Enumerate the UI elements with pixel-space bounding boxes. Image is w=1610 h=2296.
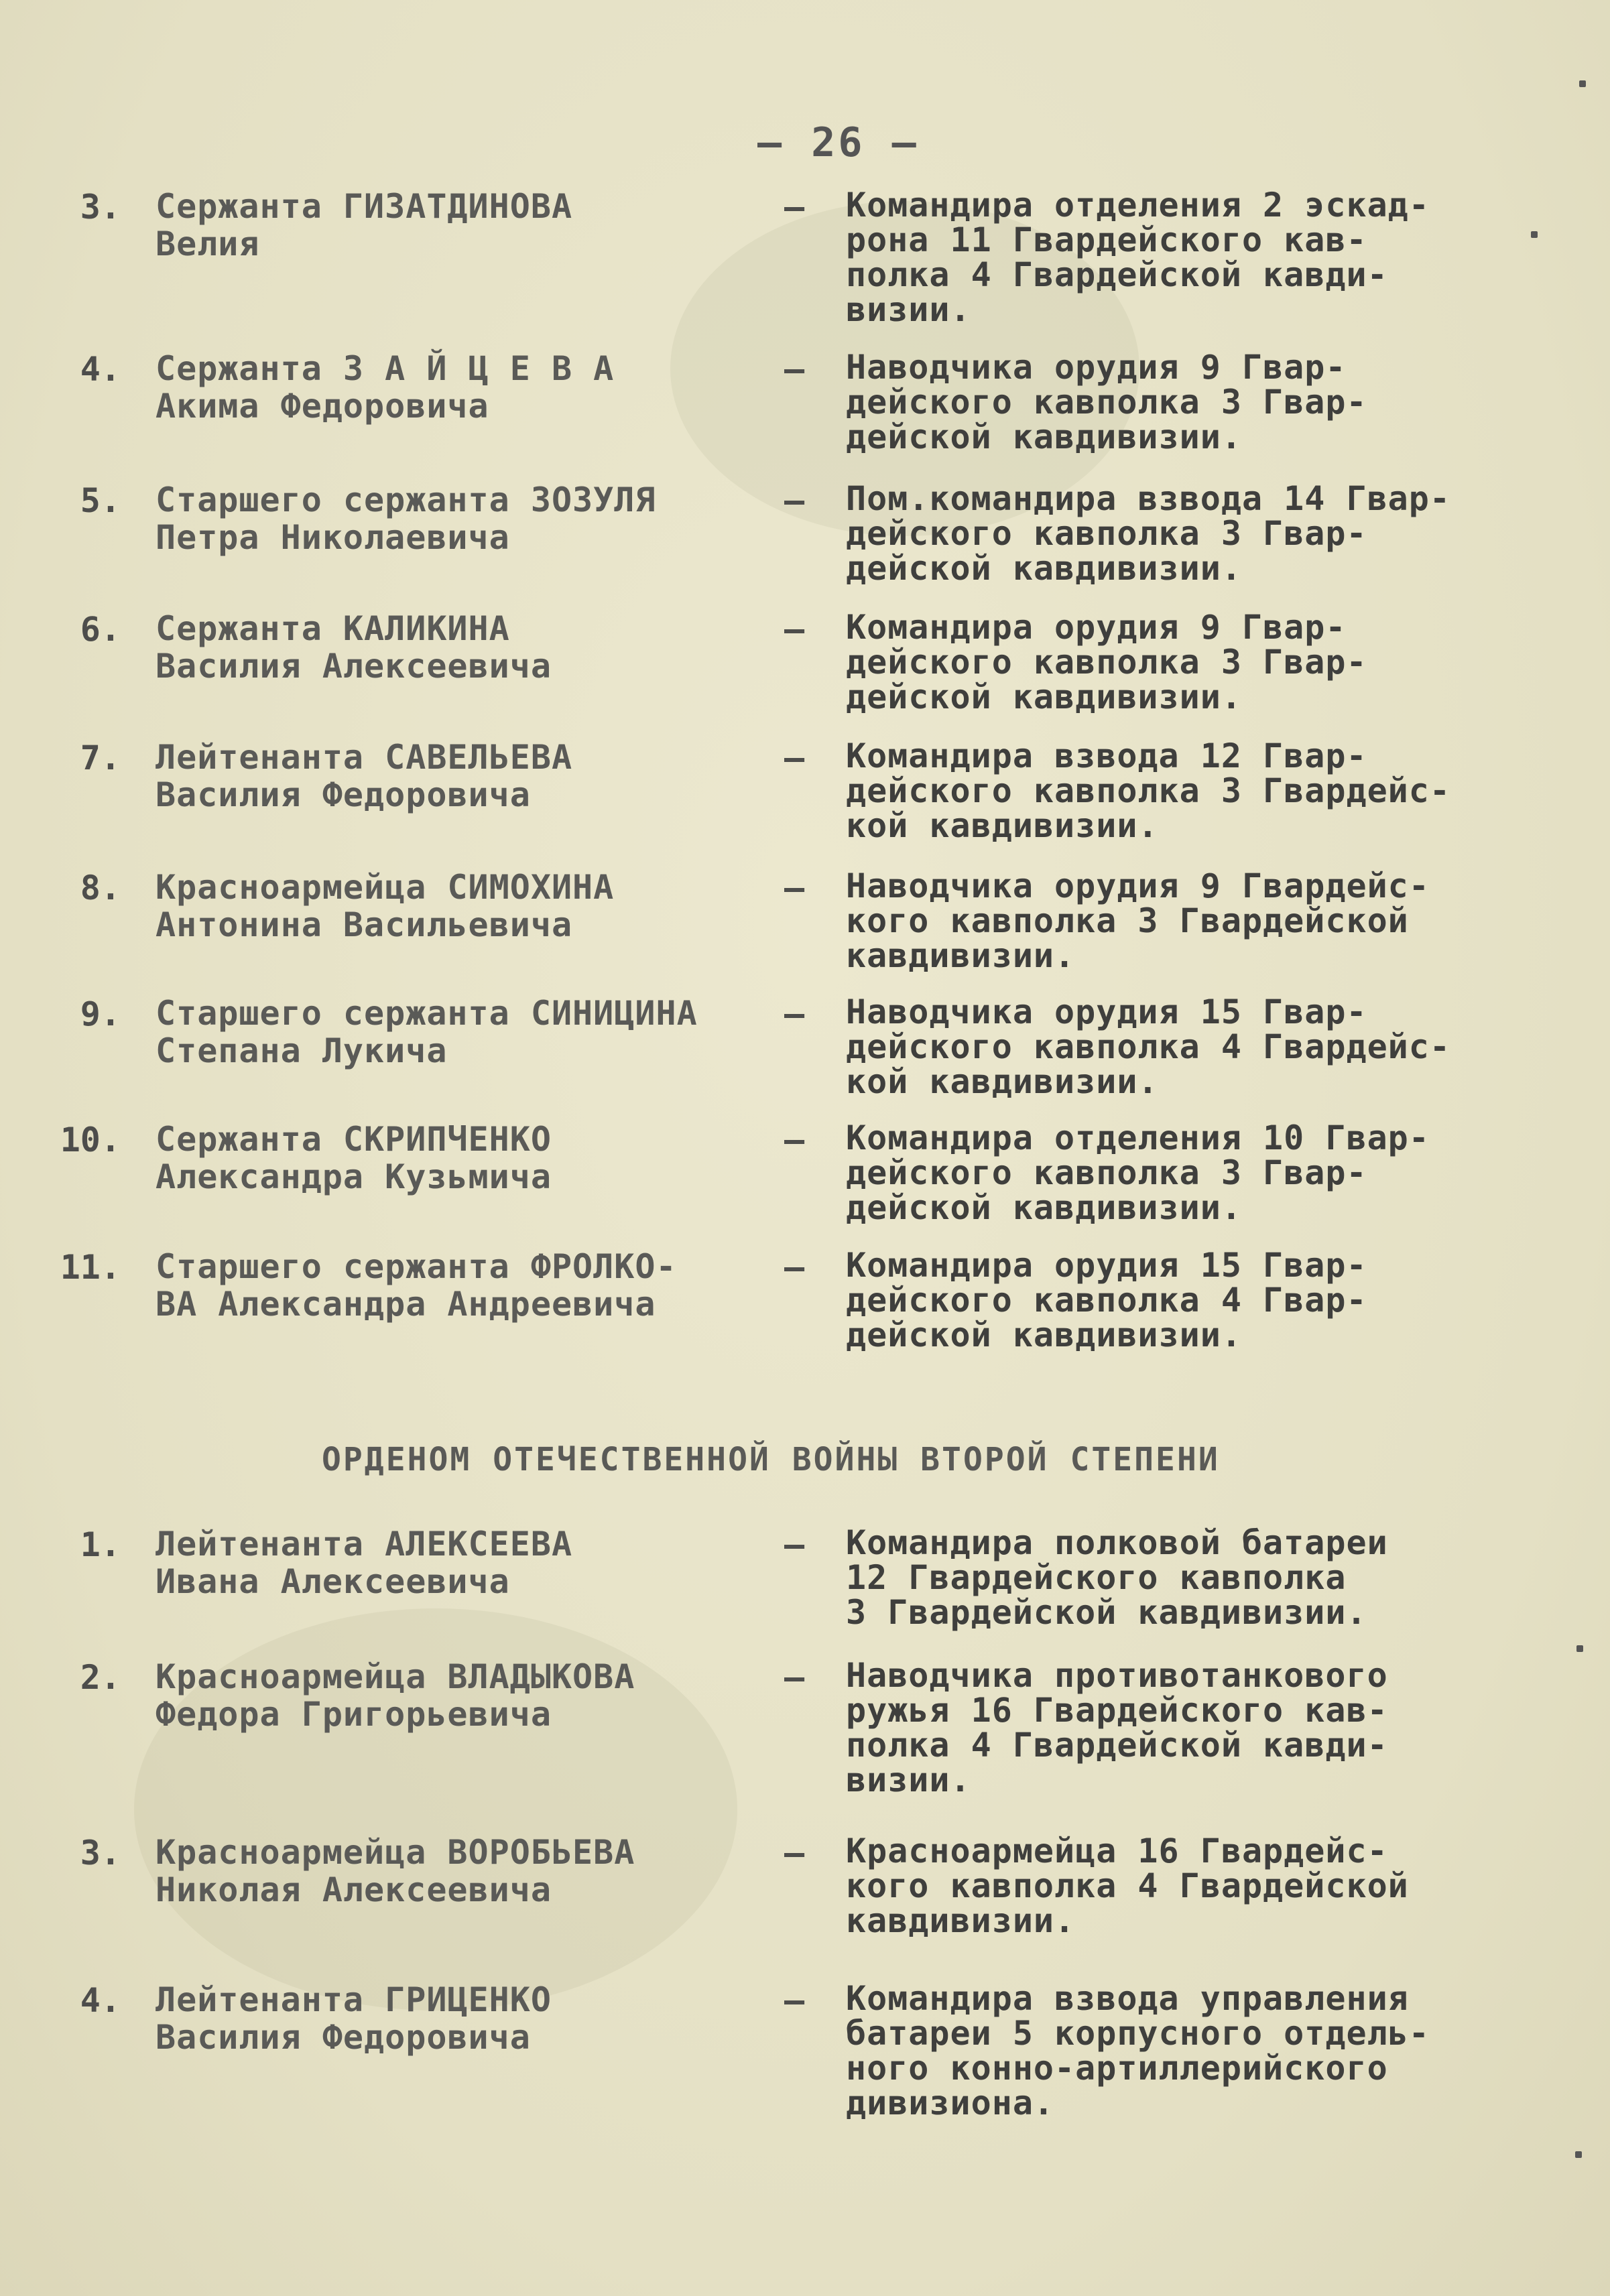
entry-person: Старшего сержанта СИНИЦИНА Степана Лукича <box>156 994 698 1070</box>
entry-position: Наводчика орудия 9 Гвардейс- кого кавполка 3 Гвардейской кавдивизии. <box>846 867 1430 975</box>
entry-number: 5. <box>80 481 121 520</box>
entry-dash: – <box>784 610 805 649</box>
entry-person: Старшего сержанта ЗОЗУЛЯ Петра Николаевича <box>156 481 656 557</box>
entry-number: 4. <box>80 1981 121 2020</box>
entry-dash: – <box>784 1834 805 1872</box>
entry-position: Командира отделения 2 эскад- рона 11 Гвардейского кав- полка 4 Гвардейской кавди- визии. <box>846 186 1430 329</box>
entry-person: Лейтенанта ГРИЦЕНКО Василия Федоровича <box>156 1980 552 2057</box>
entry-person: Сержанта КАЛИКИНА Василия Алексеевича <box>156 609 552 686</box>
section-heading: ОРДЕНОМ ОТЕЧЕСТВЕННОЙ ВОЙНЫ ВТОРОЙ СТЕПЕНИ <box>322 1441 1220 1478</box>
entry-person: Лейтенанта САВЕЛЬЕВА Василия Федоровича <box>156 738 573 814</box>
entry-dash: – <box>784 739 805 777</box>
entry-number: 9. <box>80 995 121 1033</box>
entry-number: 6. <box>80 610 121 649</box>
entry-position: Командира орудия 9 Гвар- дейского кавполка 3 Гвар- дейской кавдивизии. <box>846 608 1367 716</box>
entry-number: 3. <box>80 1834 121 1872</box>
entry-person: Старшего сержанта ФРОЛКО- ВА Александра Андреевича <box>156 1247 677 1324</box>
entry-position: Наводчика орудия 15 Гвар- дейского кавполка 4 Гвардейс- кой кавдивизии. <box>846 993 1450 1101</box>
entry-number: 8. <box>80 869 121 907</box>
entry-position: Наводчика противотанкового ружья 16 Гвардейского кав- полка 4 Гвардейской кавди- визии. <box>846 1656 1388 1799</box>
entry-person: Красноармейца ВОРОБЬЕВА Николая Алексеевича <box>156 1833 635 1909</box>
entry-person: Сержанта ГИЗАТДИНОВА Велия <box>156 187 573 263</box>
entry-dash: – <box>784 188 805 227</box>
entry-dash: – <box>784 1121 805 1159</box>
entry-number: 3. <box>80 188 121 227</box>
entry-dash: – <box>784 995 805 1033</box>
staple-hole-mark <box>1579 80 1586 87</box>
entry-number: 4. <box>80 350 121 389</box>
entry-number: 2. <box>80 1658 121 1697</box>
entry-position: Командира полковой батареи 12 Гвардейского кавполка 3 Гвардейской кавдивизии. <box>846 1523 1388 1632</box>
entry-person: Красноармейца ВЛАДЫКОВА Федора Григорьевича <box>156 1657 635 1734</box>
entry-position: Пом.командира взвода 14 Гвар- дейского кавполка 3 Гвар- дейской кавдивизии. <box>846 479 1450 588</box>
entry-position: Командира взвода управления батареи 5 корпусного отдель- ного конно-артиллерийского дивизиона. <box>846 1979 1430 2122</box>
entry-position: Красноармейца 16 Гвардейс- кого кавполка 4 Гвардейской кавдивизии. <box>846 1832 1409 1940</box>
entry-position: Командира взвода 12 Гвар- дейского кавполка 3 Гвардейс- кой кавдивизии. <box>846 737 1450 845</box>
page-number: – 26 – <box>757 119 919 166</box>
entry-person: Лейтенанта АЛЕКСЕЕВА Ивана Алексеевича <box>156 1525 573 1601</box>
staple-hole-mark <box>1575 2151 1582 2158</box>
entry-number: 10. <box>60 1121 121 1159</box>
entry-position: Наводчика орудия 9 Гвар- дейского кавполка 3 Гвар- дейской кавдивизии. <box>846 348 1367 456</box>
entry-dash: – <box>784 1248 805 1287</box>
entry-position: Командира орудия 15 Гвар- дейского кавполка 4 Гвар- дейской кавдивизии. <box>846 1246 1367 1354</box>
entry-person: Сержанта СКРИПЧЕНКО Александра Кузьмича <box>156 1120 552 1196</box>
entry-number: 7. <box>80 739 121 777</box>
entry-number: 11. <box>60 1248 121 1287</box>
entry-dash: – <box>784 1525 805 1564</box>
entry-dash: – <box>784 350 805 389</box>
entry-number: 1. <box>80 1525 121 1564</box>
entry-dash: – <box>784 1658 805 1697</box>
staple-hole-mark <box>1531 231 1538 238</box>
staple-hole-mark <box>1576 1645 1583 1652</box>
entry-dash: – <box>784 481 805 520</box>
entry-person: Красноармейца СИМОХИНА Антонина Васильевича <box>156 868 615 944</box>
entry-dash: – <box>784 869 805 907</box>
entry-person: Сержанта З А Й Ц Е В А Акима Федоровича <box>156 349 615 426</box>
entry-position: Командира отделения 10 Гвар- дейского кавполка 3 Гвар- дейской кавдивизии. <box>846 1119 1430 1227</box>
entry-dash: – <box>784 1981 805 2020</box>
